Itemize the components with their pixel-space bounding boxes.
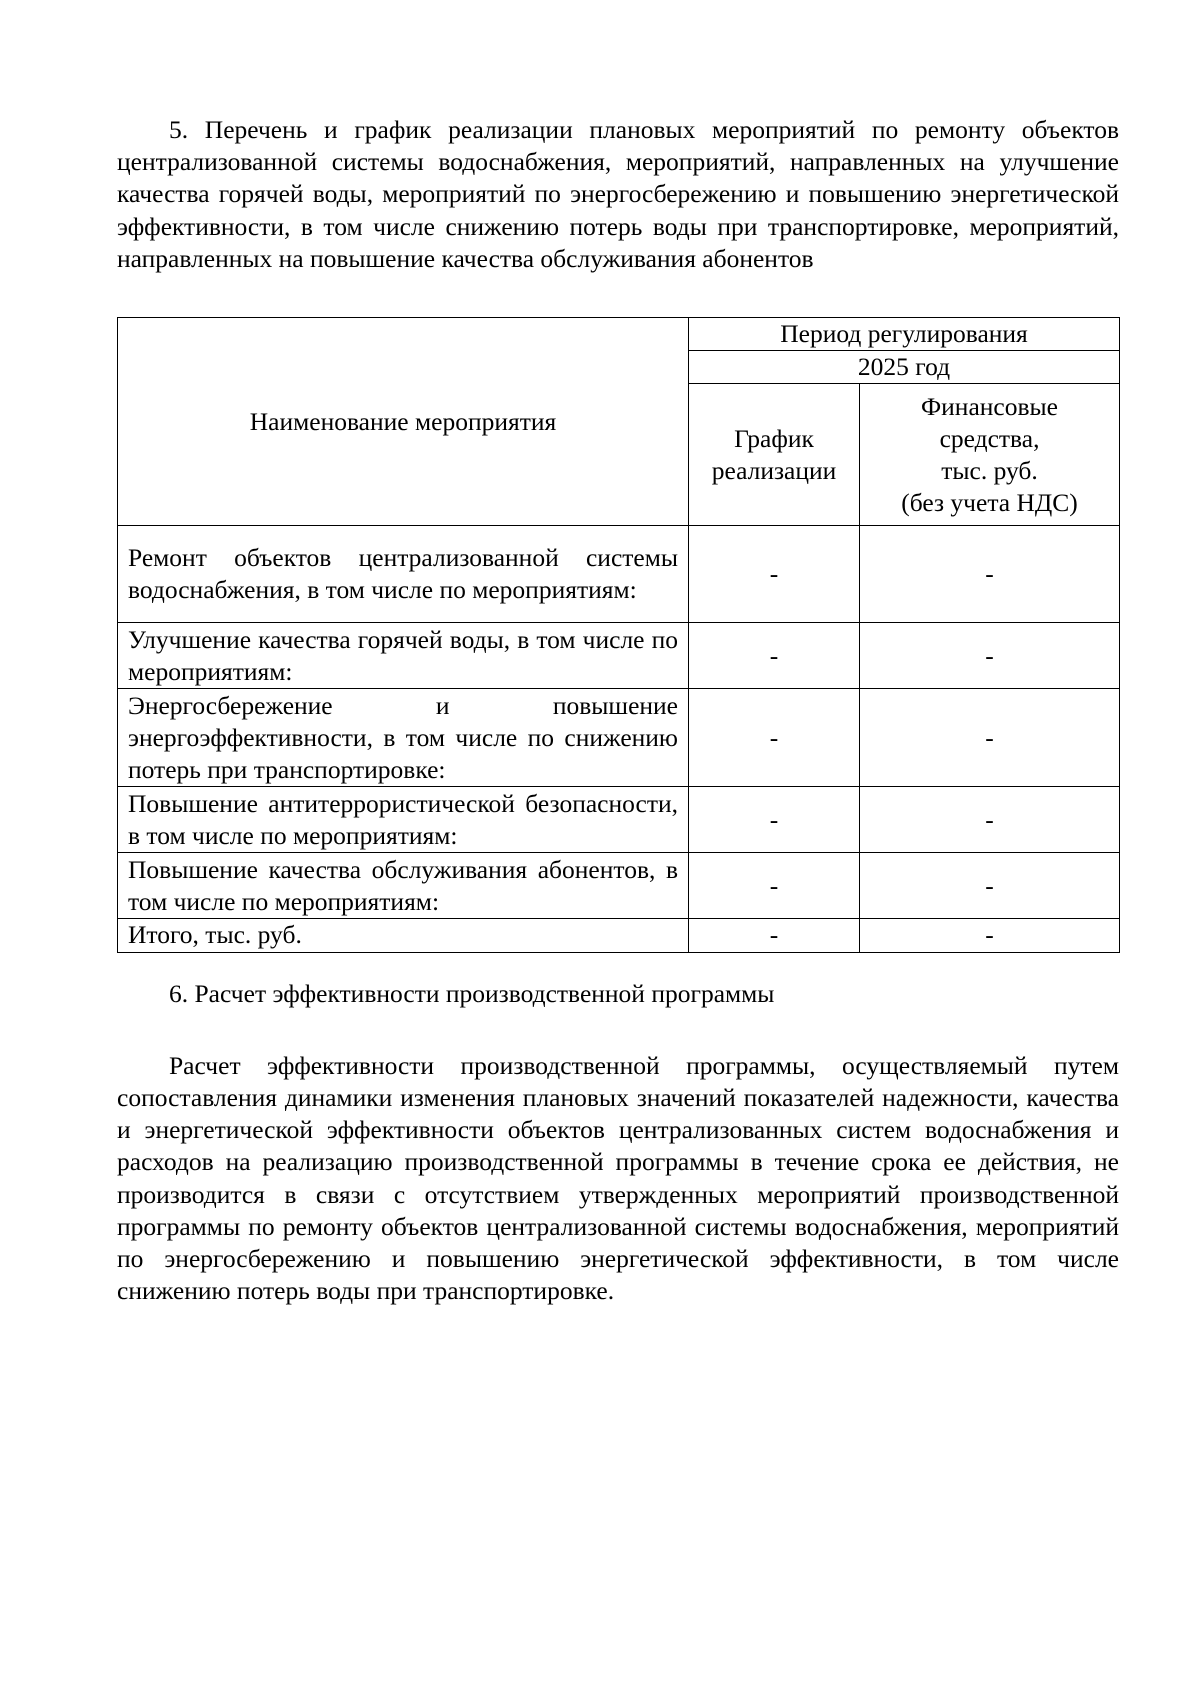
header-activity-name: Наименование мероприятия [118, 318, 689, 526]
row-name: Улучшение качества горячей воды, в том числе по мероприятиям: [118, 623, 689, 689]
document-page [117, 114, 1119, 1307]
table-row [118, 853, 1120, 919]
table-row [118, 526, 1120, 623]
header-finance-line-2: средства, [939, 423, 1040, 453]
activities-table [117, 317, 1120, 953]
header-schedule: График реализации [689, 384, 860, 526]
section-6-body: Расчет эффективности производственной программы, осуществляемый путем сопоставления динамики изменения плановых значений показателей надежности, качества и энергетической эффективности объектов централизованных систем водоснабжения и расходов на реализацию производственной программы в течение срока ее действия, не производится в связи с отсутствием утвержденных мероприятий производственной программы по ремонту объектов централизованной системы водоснабжения, мероприятий по энергосбережению и повышению энергетической эффективности, в том числе снижению потерь воды при транспортировке. [117, 1050, 1119, 1306]
table-row-total [118, 919, 1120, 952]
section-5-heading: 5. Перечень и график реализации плановых мероприятий по ремонту объектов централизованной системы водоснабжения, мероприятий, направленных на улучшение качества горячей воды, мероприятий по энергосбережению и повышению энергетической эффективности, в том числе снижению потерь воды при транспортировке, мероприятий, направленных на повышение качества обслуживания абонентов [117, 115, 1119, 273]
row-schedule: - [689, 689, 860, 787]
row-schedule: - [689, 526, 860, 623]
table-row [118, 689, 1120, 787]
row-finance: - [860, 919, 1120, 952]
header-year: 2025 год [689, 351, 1120, 384]
row-name: Повышение качества обслуживания абонентов, в том числе по мероприятиям: [118, 853, 689, 919]
table-row [118, 787, 1120, 853]
header-finance [860, 384, 1120, 526]
row-name: Итого, тыс. руб. [118, 919, 689, 952]
row-schedule: - [689, 787, 860, 853]
row-finance: - [860, 853, 1120, 919]
row-finance: - [860, 689, 1120, 787]
row-finance: - [860, 787, 1120, 853]
row-schedule: - [689, 853, 860, 919]
row-finance: - [860, 623, 1120, 689]
header-finance-line-3: тыс. руб. [941, 455, 1038, 485]
section-6-heading: 6. Расчет эффективности производственной программы [169, 978, 775, 1008]
row-schedule: - [689, 919, 860, 952]
row-name: Энергосбережение и повышение энергоэффективности, в том числе по снижению потерь при транспортировке: [118, 689, 689, 787]
row-name: Ремонт объектов централизованной системы водоснабжения, в том числе по мероприятиям: [118, 526, 689, 623]
row-name: Повышение антитеррористической безопасности, в том числе по мероприятиям: [118, 787, 689, 853]
row-schedule: - [689, 623, 860, 689]
header-finance-line-1: Финансовые [921, 391, 1058, 421]
header-period: Период регулирования [689, 318, 1120, 351]
row-finance: - [860, 526, 1120, 623]
header-finance-line-4: (без учета НДС) [901, 488, 1078, 518]
table-row [118, 623, 1120, 689]
